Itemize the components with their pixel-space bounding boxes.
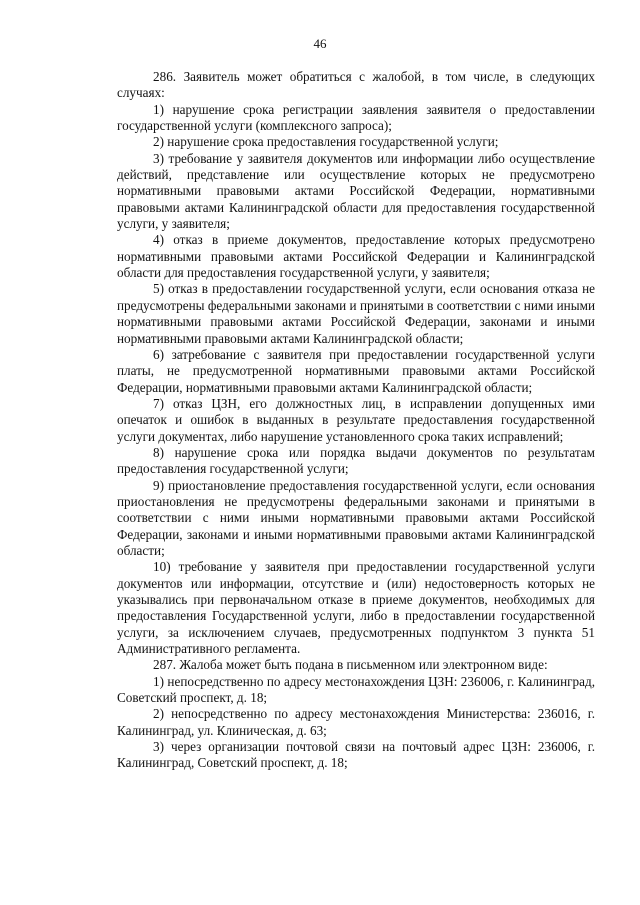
list-item-286-4: 4) отказ в приеме документов, предоставление которых предусмотрено нормативными правовыми актами Российской Федерации и Калининградской области для предоставления государственной услуги, у заявителя; bbox=[117, 232, 595, 281]
list-item-286-8: 8) нарушение срока или порядка выдачи документов по результатам предоставления государственной услуги; bbox=[117, 444, 595, 477]
list-item-286-9: 9) приостановление предоставления государственной услуги, если основания приостановления не предусмотрены федеральными законами и принятыми в соответствии с ними иными нормативными правовыми актами Российской Федерации, законами и иными нормативными правовыми актами Калининградской области; bbox=[117, 477, 595, 558]
list-item-286-5: 5) отказ в предоставлении государственной услуги, если основания отказа не предусмотрены федеральными законами и принятыми в соответствии с ними иными нормативными правовыми актами Российской Федерации, законами и иными нормативными правовыми актами Калининградской области; bbox=[117, 281, 595, 346]
paragraph-287-intro: 287. Жалоба может быть подана в письменном или электронном виде: bbox=[153, 657, 548, 673]
list-item-286-7: 7) отказ ЦЗН, его должностных лиц, в исправлении допущенных ими опечаток и ошибок в выданных в результате предоставления государственной услуги документах, либо нарушение установленного срока таких исправлений; bbox=[117, 395, 595, 444]
list-item-286-1: 1) нарушение срока регистрации заявления заявителя о предоставлении государственной услуги (комплексного запроса); bbox=[117, 101, 595, 134]
list-item-287-3: 3) через организации почтовой связи на почтовый адрес ЦЗН: 236006, г. Калининград, Советский проспект, д. 18; bbox=[117, 739, 595, 771]
list-item-286-3: 3) требование у заявителя документов или информации либо осуществление действий, представление или осуществление которых не предусмотрено нормативными правовыми актами Российской Федерации, нормативными правовыми актами Калининградской области для предоставления государственной услуги, у заявителя; bbox=[117, 150, 595, 232]
list-item-286-2: 2) нарушение срока предоставления государственной услуги; bbox=[153, 134, 499, 150]
list-item-286-6: 6) затребование с заявителя при предоставлении государственной услуги платы, не предусмотренной нормативными правовыми актами Российской Федерации, нормативными правовыми актами Калининградской области; bbox=[117, 346, 595, 395]
list-item-287-1: 1) непосредственно по адресу местонахождения ЦЗН: 236006, г. Калининград, Советский проспект, д. 18; bbox=[117, 673, 595, 706]
list-item-287-2: 2) непосредственно по адресу местонахождения Министерства: 236016, г. Калининград, ул. Клиническая, д. 63; bbox=[117, 706, 595, 738]
page-number: 46 bbox=[313, 36, 327, 51]
document-body bbox=[117, 69, 595, 772]
list-item-286-10: 10) требование у заявителя при предоставлении государственной услуги документов или информации, отсутствие и (или) недостоверность которых не указывались при первоначальном отказе в приеме документов, необходимых для предоставления Государственной услуги, либо в предоставлении государственной услуги, за исключением случаев, предусмотренных подпунктом 3 пункта 51 Административного регламента. bbox=[117, 559, 595, 657]
paragraph-286-intro: 286. Заявитель может обратиться с жалобой, в том числе, в следующих случаях: bbox=[117, 69, 595, 101]
